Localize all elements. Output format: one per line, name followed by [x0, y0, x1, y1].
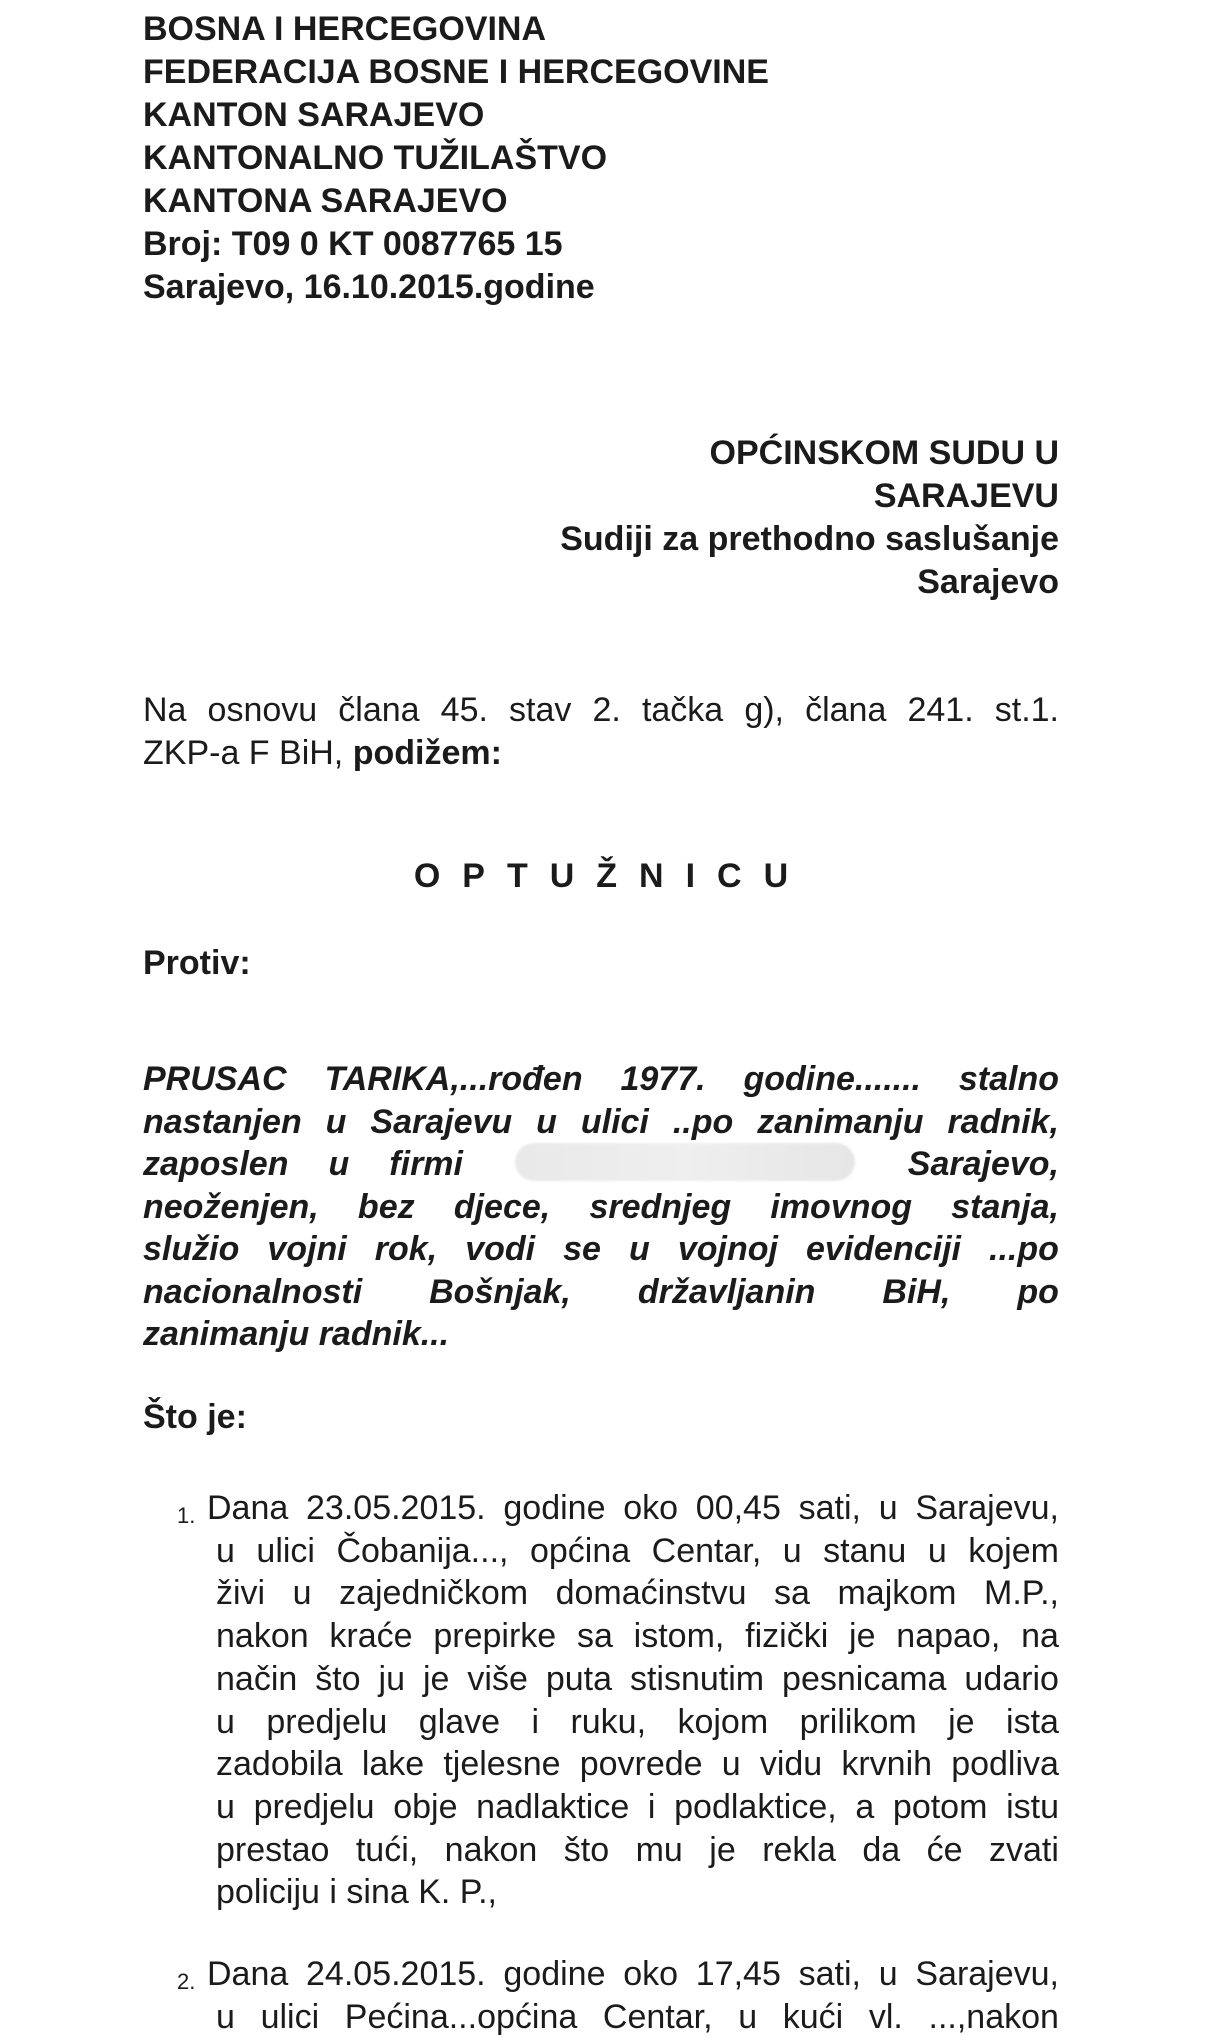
charge-number: 2.	[177, 1969, 196, 1994]
accused-line: služio vojni rok, vodi se u vojnoj evidenciji ...po	[143, 1230, 1059, 1268]
document-header	[143, 8, 769, 309]
addressee-place: Sarajevo	[917, 563, 1059, 601]
legal-basis-bold: podižem:	[352, 734, 502, 772]
addressee-judge: Sudiji za prethodno saslušanje	[560, 520, 1059, 558]
legal-basis-line-1: Na osnovu člana 45. stav 2. tačka g), člana 241. st.1.	[143, 691, 1059, 729]
case-number: Broj: T09 0 KT 0087765 15	[143, 225, 563, 263]
addressee-block	[560, 432, 1059, 604]
document-title: OPTUŽNICU	[413, 857, 811, 895]
charge-line: u predjelu obje nadlaktice i podlaktice, a potom istu	[216, 1787, 1059, 1826]
charge-line: Dana 23.05.2015. godine oko 00,45 sati, u Sarajevu,	[207, 1489, 1059, 1527]
charge-line: u predjelu glave i ruku, kojom prilikom je ista	[216, 1702, 1059, 1741]
accused-line-last: zanimanju radnik...	[143, 1315, 450, 1353]
employer-city: Sarajevo,	[907, 1145, 1059, 1183]
accused-line: PRUSAC TARIKA,...rođen 1977. godine....... stalno	[143, 1060, 1059, 1098]
charge-line-last: policiju i sina K. P.,	[216, 1873, 497, 1912]
charge-number: 1.	[177, 1503, 196, 1528]
accused-line: nacionalnosti Bošnjak, državljanin BiH, po	[143, 1272, 1059, 1311]
accused-line-employer	[143, 1143, 1059, 1186]
legal-basis-line-2	[143, 732, 1059, 775]
header-federation: FEDERACIJA BOSNE I HERCEGOVINE	[143, 53, 769, 91]
place-date: Sarajevo, 16.10.2015.godine	[143, 268, 595, 306]
accused-line: nastanjen u Sarajevu u ulici ..po zanimanju radnik,	[143, 1102, 1059, 1141]
charge-item	[143, 1487, 1059, 1914]
accused-paragraph	[143, 1058, 1059, 1356]
redacted-company-name	[515, 1143, 855, 1181]
header-office: KANTONALNO TUŽILAŠTVO	[143, 139, 608, 177]
document-page	[143, 0, 1059, 2036]
legal-basis-plain: ZKP-a F BiH,	[143, 734, 353, 772]
against-label: Protiv:	[143, 944, 251, 982]
what-label: Što je:	[143, 1398, 247, 1436]
addressee-city: SARAJEVU	[873, 477, 1059, 515]
charge-line: u ulici Pećina...općina Centar, u kući vl. ...,nakon	[216, 1997, 1059, 2036]
charge-line: Dana 24.05.2015. godine oko 17,45 sati, u Sarajevu,	[207, 1955, 1059, 1993]
charge-line: nakon kraće prepirke sa istom, fizički je napao, na	[216, 1617, 1059, 1656]
header-office-canton: KANTONA SARAJEVO	[143, 182, 508, 220]
legal-basis-paragraph	[143, 689, 1059, 775]
employer-prefix: zaposlen u firmi	[143, 1145, 463, 1183]
addressee-court: OPĆINSKOM SUDU U	[709, 434, 1059, 472]
accused-line: neoženjen, bez djece, srednjeg imovnog stanja,	[143, 1187, 1059, 1226]
header-canton: KANTON SARAJEVO	[143, 96, 485, 134]
charge-line: prestao tući, nakon što mu je rekla da će zvati	[216, 1830, 1059, 1869]
charge-line: zadobila lake tjelesne povrede u vidu krvnih podliva	[216, 1745, 1059, 1784]
charge-item	[143, 1953, 1059, 2038]
charge-line: u ulici Čobanija..., općina Centar, u stanu u kojem	[216, 1531, 1059, 1570]
charge-line: živi u zajedničkom domaćinstvu sa majkom M.P.,	[216, 1574, 1059, 1613]
header-country: BOSNA I HERCEGOVINA	[143, 10, 547, 48]
charge-line: način što ju je više puta stisnutim pesnicama udario	[216, 1659, 1059, 1698]
